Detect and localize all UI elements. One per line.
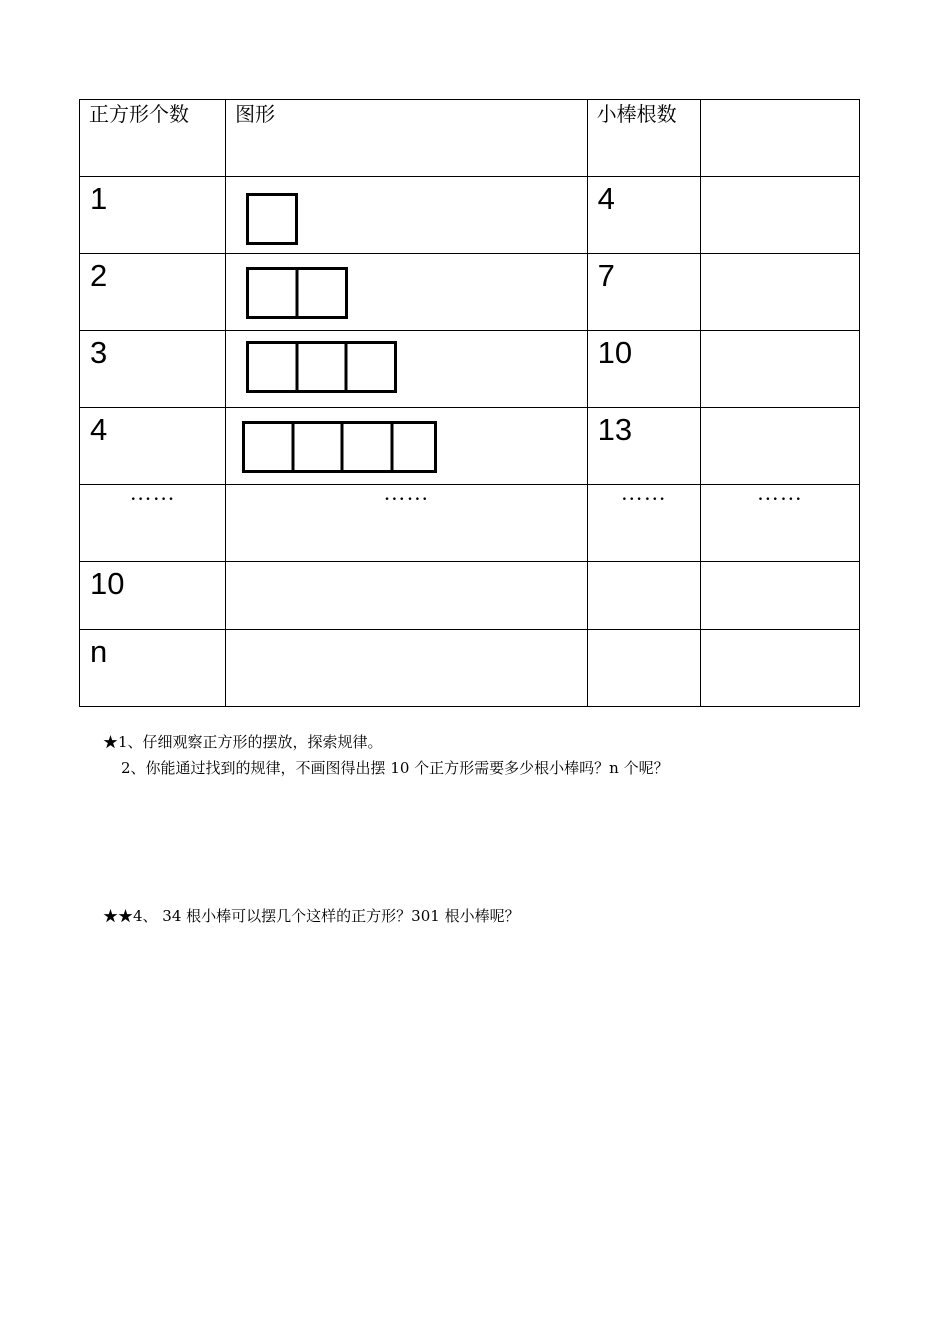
blank-cell	[700, 331, 859, 408]
count-cell	[80, 408, 226, 485]
count-cell	[80, 630, 226, 707]
figure-cell	[226, 177, 587, 254]
count-cell	[80, 331, 226, 408]
figure-cell	[226, 331, 587, 408]
header-cell-stick-count	[587, 100, 700, 177]
ellipsis-figure: ……	[383, 480, 430, 505]
stick-count-value: 4	[597, 181, 615, 216]
stick-count-cell	[587, 177, 700, 254]
stick-count-cell	[587, 408, 700, 485]
table-row	[80, 562, 860, 630]
table-row	[80, 177, 860, 254]
stick-count-value: 13	[597, 412, 633, 447]
blank-cell	[700, 562, 859, 630]
pattern-table	[79, 99, 860, 707]
header-figure: 图形	[235, 102, 276, 126]
square-count-value: 2	[90, 258, 108, 293]
header-cell-blank	[700, 100, 859, 177]
square-figure-4	[242, 421, 440, 475]
square-count-value: 3	[90, 335, 108, 370]
ellipsis-sticks: ……	[620, 480, 667, 505]
count-cell	[80, 254, 226, 331]
square-figure-3	[246, 341, 402, 395]
stick-count-value	[588, 562, 700, 567]
blank-cell	[700, 408, 859, 485]
header-square-count: 正方形个数	[89, 102, 189, 126]
stick-count-value: 10	[597, 335, 633, 370]
ellipsis-cell	[700, 480, 859, 562]
ellipsis-cell	[80, 480, 226, 562]
table-row	[80, 331, 860, 408]
blank-cell	[700, 254, 859, 331]
stick-count-value	[588, 630, 700, 635]
question-4: ★★4、 34 根小棒可以摆几个这样的正方形？301 根小棒呢？	[103, 907, 520, 925]
question-1: ★1、仔细观察正方形的摆放，探索规律。	[103, 733, 383, 751]
figure-cell	[226, 630, 587, 707]
table-row	[80, 408, 860, 485]
square-count-value: 10	[90, 566, 125, 601]
stick-count-value: 7	[597, 258, 615, 293]
square-count-value: n	[90, 634, 108, 669]
stick-count-cell	[587, 254, 700, 331]
blank-cell	[700, 177, 859, 254]
figure-cell	[226, 408, 587, 485]
ellipsis-row	[80, 485, 860, 562]
header-cell-square-count	[80, 100, 226, 177]
stick-count-cell	[587, 630, 700, 707]
ellipsis-cell	[587, 480, 700, 562]
square-count-value: 4	[90, 412, 108, 447]
count-cell	[80, 177, 226, 254]
blank-cell	[700, 630, 859, 707]
ellipsis-count: ……	[129, 480, 176, 505]
header-stick-count: 小棒根数	[596, 102, 677, 126]
table-header-row	[80, 100, 860, 177]
question-2: 2、你能通过找到的规律，不画图得出摆 10 个正方形需要多少根小棒吗？n 个呢？	[121, 759, 669, 777]
table-row	[80, 254, 860, 331]
header-blank	[701, 100, 859, 101]
count-cell	[80, 562, 226, 630]
header-cell-figure	[226, 100, 587, 177]
square-figure-2	[246, 267, 352, 321]
table-row	[80, 630, 860, 707]
square-figure-1	[246, 193, 302, 247]
ellipsis-extra: ……	[756, 480, 803, 505]
square-count-value: 1	[90, 181, 108, 216]
figure-cell	[226, 254, 587, 331]
figure-cell	[226, 562, 587, 630]
stick-count-cell	[587, 331, 700, 408]
stick-count-cell	[587, 562, 700, 630]
ellipsis-cell	[226, 480, 587, 562]
